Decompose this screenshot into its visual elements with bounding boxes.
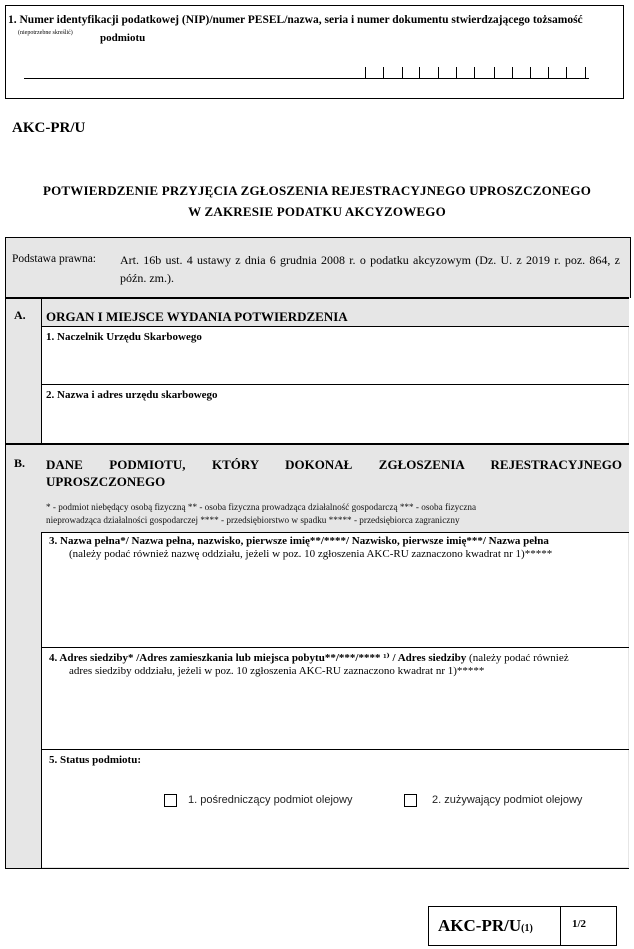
digit-tick (494, 67, 495, 78)
digit-tick (456, 67, 457, 78)
divider (5, 297, 629, 299)
digit-tick (402, 67, 403, 78)
checkbox-intermediary[interactable] (164, 794, 177, 807)
divider (5, 443, 629, 445)
footer-code-text: AKC-PR/U (438, 916, 522, 935)
digit-tick (530, 67, 531, 78)
option-consuming-label: 2. zużywający podmiot olejowy (432, 794, 583, 806)
form-code: AKC-PR/U (12, 120, 86, 136)
field-entity-name-note: (należy podać również nazwę oddziału, jeżeli w poz. 10 zgłoszenia AKC-RU zaznaczono kwadrat nr 1)***** (69, 548, 553, 560)
field-entity-address-note-cont: adres siedziby oddziału, jeżeli w poz. 10 zgłoszenia AKC-RU zaznaczono kwadrat nr 1)***** (69, 665, 485, 677)
section-b-legend (46, 501, 626, 527)
footer-code-version: (1) (521, 923, 533, 934)
identification-field-title: 1. Numer identyfikacji podatkowej (NIP)/numer PESEL/nazwa, seria i numer dokumentu stwierdzającego tożsamość (8, 14, 583, 26)
digit-tick (566, 67, 567, 78)
divider (41, 532, 629, 533)
field-entity-address-label: 4. Adres siedziby* /Adres zamieszkania lub miejsca pobytu**/***/**** ¹⁾ / Adres siedziby (49, 652, 467, 664)
section-b-heading: DANE PODMIOTU, KTÓRY DOKONAŁ ZGŁOSZENIA REJESTRACYJNEGO (46, 457, 622, 472)
digit-tick (512, 67, 513, 78)
section-a-heading: ORGAN I MIEJSCE WYDANIA POTWIERDZENIA (46, 309, 348, 324)
document-title-line1: POTWIERDZENIE PRZYJĘCIA ZGŁOSZENIA REJESTRACYJNEGO UPROSZCZONEGO (42, 183, 592, 198)
divider (41, 647, 629, 648)
document-title-line2: W ZAKRESIE PODATKU AKCYZOWEGO (188, 204, 446, 219)
footer-form-code (438, 916, 533, 936)
legend-line: nieprowadząca działalności gospodarczej **** - przedsiębiorstwo w spadku ***** - przedsiębiorca zagraniczny (46, 515, 460, 525)
identification-note: (niepotrzebne skreślić) (18, 30, 73, 36)
legal-basis-label: Podstawa prawna: (12, 253, 96, 265)
section-b-heading-cont: UPROSZCZONEGO (46, 474, 166, 489)
identification-input-line[interactable] (24, 78, 589, 79)
digit-tick (419, 67, 420, 78)
field-entity-name[interactable] (49, 535, 624, 561)
divider (560, 906, 561, 946)
digit-tick (474, 67, 475, 78)
section-b-fields (41, 532, 628, 867)
field-entity-address-note: (należy podać również (469, 652, 569, 664)
field-entity-status: 5. Status podmiotu: (49, 754, 141, 766)
legal-basis-text: Art. 16b ust. 4 ustawy z dnia 6 grudnia 2008 r. o podatku akcyzowym (Dz. U. z 2019 r. poz. 864, z późn. zm.). (120, 253, 620, 285)
divider (41, 532, 42, 868)
divider (41, 326, 629, 327)
digit-tick (365, 67, 366, 78)
field-tax-office-address[interactable]: 2. Nazwa i adres urzędu skarbowego (46, 389, 218, 401)
digit-tick (548, 67, 549, 78)
digit-tick (438, 67, 439, 78)
checkbox-consuming[interactable] (404, 794, 417, 807)
digit-tick (585, 67, 586, 78)
field-entity-name-label: 3. Nazwa pełna*/ Nazwa pełna, nazwisko, pierwsze imię**/****/ Nazwisko, pierwsze imię***/ Nazwa pełna (49, 535, 549, 547)
divider (41, 384, 629, 385)
field-tax-office-head[interactable]: 1. Naczelnik Urzędu Skarbowego (46, 331, 202, 343)
divider (41, 299, 42, 444)
divider (41, 749, 629, 750)
divider (5, 868, 629, 869)
section-a-letter: A. (14, 308, 26, 322)
legend-line: * - podmiot niebędący osobą fizyczną ** - osoba fizyczna prowadząca działalność gospodarczą *** - osoba fizyczna (46, 502, 477, 512)
field-entity-address[interactable] (49, 652, 624, 678)
digit-tick (383, 67, 384, 78)
identification-subtitle: podmiotu (100, 32, 146, 44)
section-b-letter: B. (14, 456, 26, 470)
page-number: 1/2 (572, 918, 587, 930)
option-intermediary-label: 1. pośredniczący podmiot olejowy (188, 794, 353, 806)
divider (5, 237, 6, 869)
